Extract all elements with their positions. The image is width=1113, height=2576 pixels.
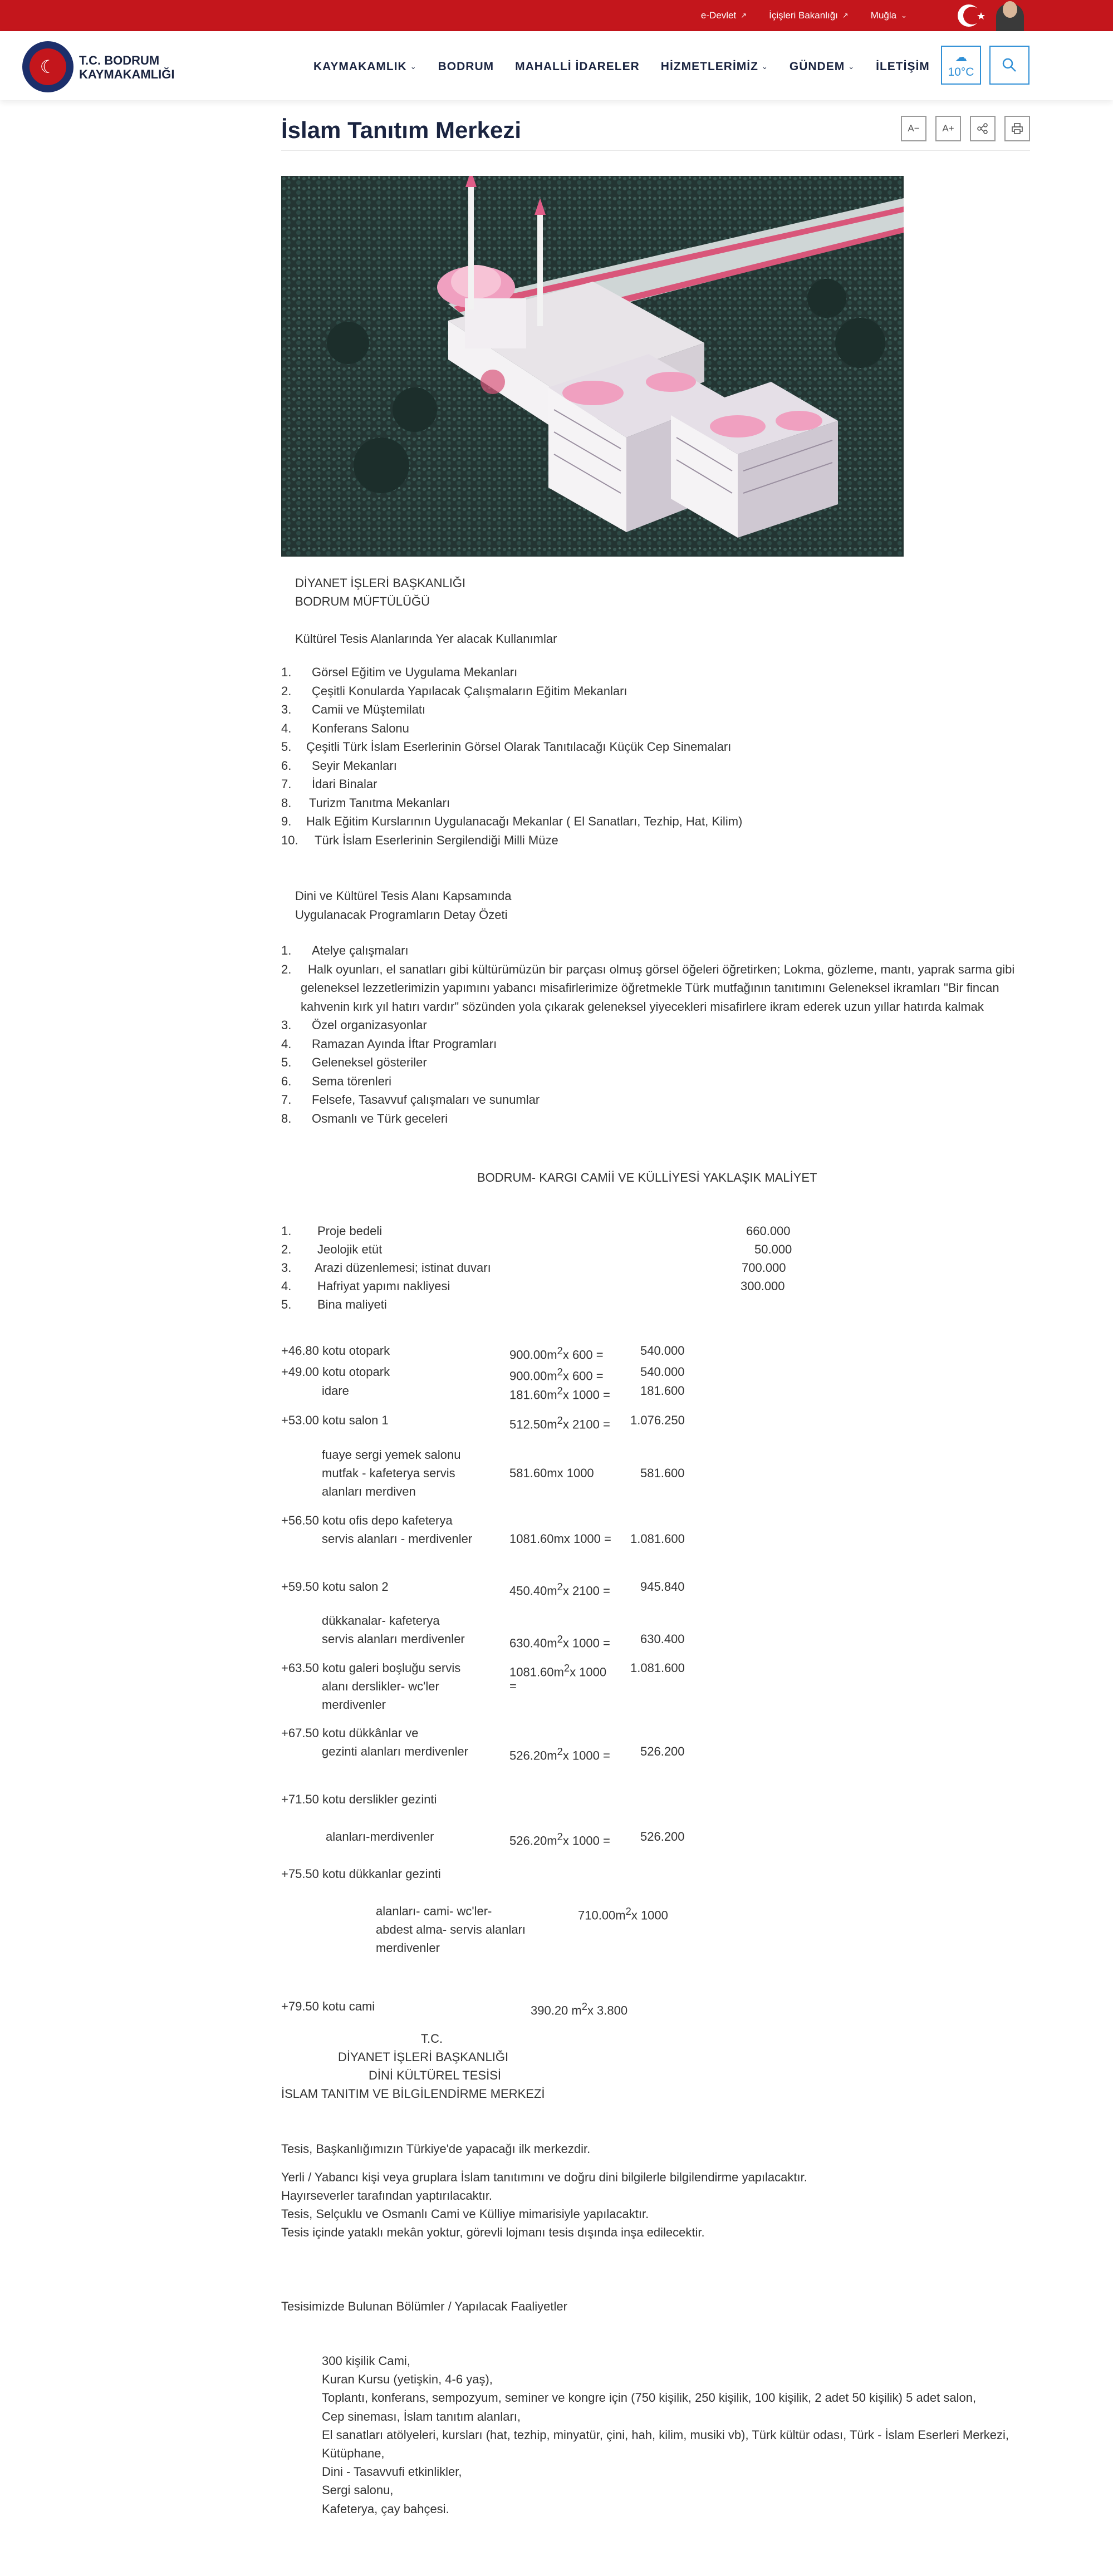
brand-line-1: T.C. BODRUM [79,53,160,67]
page-tools [901,116,1030,141]
level-label: alanları-merdivenler [326,1830,434,1843]
level-label: merdivenler [322,1698,386,1712]
intro-line-2: BODRUM MÜFTÜLÜĞÜ [295,594,430,608]
rate-value: x 600 = [562,1369,604,1383]
item-number: 7. [281,1093,292,1107]
item-text: Çeşitli Türk İslam Eserlerinin Görsel Olarak Tanıtılacağı Küçük Cep Sinemaları [306,740,732,754]
section-heading: T.C. [421,2032,443,2046]
item-text: Görsel Eğitim ve Uygulama Mekanları [312,665,518,679]
area-value: 181.60m [509,1388,557,1402]
level-label: +71.50 kotu derslikler gezinti [281,1792,437,1806]
superscript: 2 [625,1905,631,1917]
level-area [509,1659,606,1681]
section-heading: DİNİ KÜLTÜREL TESİSİ [369,2068,501,2082]
level-label: mutfak - kafeterya servis [322,1466,455,1480]
rate-value: x 1000 = [562,1388,610,1402]
level-label: +46.80 kotu otopark [281,1344,390,1358]
item-number: 6. [281,1074,292,1088]
cost-label: Arazi düzenlemesi; istinat duvarı [315,1261,491,1275]
item-number: 9. [281,814,292,828]
area-value: 526.20m [509,1833,557,1848]
page-title: İslam Tanıtım Merkezi [281,117,522,143]
site-brand[interactable] [79,53,175,81]
nav-item-iletisim[interactable] [876,60,930,73]
cost-value: 50.000 [754,1242,792,1256]
item-text: Felsefe, Tasavvuf çalışmaları ve sunumlar [312,1093,540,1107]
main-nav [313,60,930,73]
title-divider [281,150,1030,151]
level-area [509,1341,604,1364]
level-total: 1.081.600 [630,1532,685,1546]
cost-title: BODRUM- KARGI CAMİİ VE KÜLLİYESİ YAKLAŞIK MALİYET [477,1171,817,1184]
item-text: Seyir Mekanları [312,758,397,773]
level-total: 630.400 [640,1632,685,1646]
paragraph: Tesis, Başkanlığımızın Türkiye'de yapacağı ilk merkezdir. [281,2142,591,2156]
level-total: 1.081.600 [630,1661,685,1675]
level-total: 581.600 [640,1466,685,1480]
section-heading: İSLAM TANITIM VE BİLGİLENDİRME MERKEZİ [281,2087,545,2101]
nav-label: MAHALLİ İDARELER [515,60,640,73]
external-link-icon: ↗ [741,11,747,19]
list-item [281,1035,1030,1054]
item-number: 5. [281,1297,292,1311]
superscript: 2 [557,1581,563,1592]
level-label: +79.50 kotu cami [281,1999,375,2013]
level-label: +63.50 kotu galeri boşluğu servis [281,1661,461,1675]
level-label: dükkanalar- kafeterya [322,1614,440,1628]
level-total: 526.200 [640,1744,685,1758]
item-number: 4. [281,721,292,735]
cost-value: 700.000 [742,1261,786,1275]
nav-label: GÜNDEM [789,60,845,73]
facilities-list [322,2352,1030,2518]
level-area: 1081.60mx 1000 = [509,1532,611,1546]
rate-value: x 2100 = [562,1417,610,1432]
rate-value: x 1000 = [562,1833,610,1848]
list-item [281,663,742,682]
cost-label: Bina maliyeti [317,1297,387,1311]
level-area [509,1577,610,1600]
item-number: 3. [281,1018,292,1032]
item-text: Konferans Salonu [312,721,409,735]
turkish-flag-icon [947,0,991,31]
level-area [509,1630,610,1652]
level-label: servis alanları - merdivenler [322,1532,473,1546]
list-item [281,682,742,701]
cost-row [281,1295,1030,1314]
chevron-down-icon: ⌄ [410,62,417,71]
item-number: 1. [281,665,292,679]
crescent-star-icon: ☾ [30,48,66,85]
item-text: Türk İslam Eserlerinin Sergilendiği Milli Müze [315,833,558,847]
item-number: 5. [281,740,292,754]
font-increase-button[interactable]: A+ [935,116,961,141]
uses-list [281,663,742,849]
list-item [281,738,742,756]
list-item [281,960,1030,1016]
level-label: +56.50 kotu ofis depo kafeterya [281,1513,453,1527]
superscript: 2 [557,1746,563,1757]
mugla-label: Muğla [870,10,897,21]
item-number: 2. [281,684,292,698]
edevlet-link[interactable] [701,10,747,21]
list-item: Kuran Kursu (yetişkin, 4-6 yaş), [322,2372,493,2387]
list-item [281,812,742,831]
rate-value: x 3.800 [587,2003,628,2018]
rate-value: x 600 = [562,1348,604,1362]
cost-label: Hafriyat yapımı nakliyesi [317,1279,450,1293]
item-number: 5. [281,1055,292,1069]
kaymakamlik-logo[interactable] [22,41,73,92]
superscript: 2 [557,1366,563,1378]
list-item: Kütüphane, [322,2446,385,2461]
item-number: 1. [281,943,292,957]
item-number: 7. [281,777,292,791]
list-item [281,719,742,738]
superscript: 2 [557,1345,563,1356]
level-total: 540.000 [640,1344,685,1358]
chevron-down-icon: ⌄ [901,11,907,19]
item-text: Sema törenleri [312,1074,392,1088]
list-item [281,756,742,775]
item-number: 4. [281,1279,292,1293]
item-text: Halk oyunları, el sanatları gibi kültürümüzün bir parçası olmuş görsel öğeleri öğretirken; Lokma, gözleme, mantı, yaprak sarma gibi geleneksel lezzetlerimizin yapımını yabancı misafirlerimize öğretmekle Türk mutfağının tanıtımını Geleneksel ikramları "Bir fincan kahvenin kırk yıl hatırı vardır" sözünden yola çıkarak geleneksel yiyecekleri misafirlere ikram ederek uzun yıllar hatırda kalmak [301,962,1015,1014]
item-number: 1. [281,1224,292,1238]
superscript: 2 [563,1662,570,1674]
item-number: 6. [281,758,292,773]
programs-heading-1: Dini ve Kültürel Tesis Alanı Kapsamında [295,889,512,903]
search-button[interactable] [989,46,1029,85]
item-text: Turizm Tanıtma Mekanları [309,795,450,810]
cost-value: 300.000 [741,1279,785,1293]
superscript: 2 [557,1414,563,1426]
facilities-heading: Tesisimizde Bulunan Bölümler / Yapılacak Faaliyetler [281,2299,567,2313]
item-text: Osmanlı ve Türk geceleri [312,1111,448,1125]
cost-row [281,1277,1030,1295]
item-number: 10. [281,833,298,847]
list-item [281,1053,1030,1072]
font-decrease-button[interactable]: A− [901,116,926,141]
item-number: 4. [281,1036,292,1051]
item-text: Geleneksel gösteriler [312,1055,427,1069]
level-label: alanları merdiven [322,1484,416,1498]
level-eq: = [509,1679,517,1693]
share-icon [977,122,989,135]
level-area [531,1997,627,2019]
superscript: 2 [557,1633,563,1645]
portrait-face [1003,1,1017,18]
top-links [701,0,907,31]
level-total: 1.076.250 [630,1413,685,1427]
level-area [509,1827,610,1850]
item-text: Çeşitli Konularda Yapılacak Çalışmaların Eğitim Mekanları [312,684,627,698]
level-label: alanları- cami- wc'ler- [376,1904,492,1918]
chevron-down-icon: ⌄ [848,62,855,71]
list-item: El sanatları atölyeleri, kursları (hat, tezhip, minyatür, çini, hah, kilim, musiki vb), Türk kültür odası, Türk - İslam Eserleri Merkezi, [322,2427,1009,2442]
paragraph: Tesis, Selçuklu ve Osmanlı Cami ve Külliye mimarisiyle yapılacaktır. [281,2207,649,2221]
site-header [0,31,1113,100]
area-value: 526.20m [509,1748,557,1763]
area-value: 630.40m [509,1636,557,1650]
uses-heading: Kültürel Tesis Alanlarında Yer alacak Kullanımlar [295,632,557,646]
level-total: 181.600 [640,1384,685,1398]
list-item: Cep sineması, İslam tanıtım alanları, [322,2409,521,2423]
nav-item-gundem[interactable] [790,60,855,73]
superscript: 2 [557,1831,563,1842]
nav-item-kaymakamlik[interactable] [313,60,417,73]
level-area [509,1411,610,1433]
nav-item-mahalli-idareler[interactable] [515,60,640,73]
chevron-down-icon: ⌄ [761,62,768,71]
item-text: İdari Binalar [312,777,377,791]
edevlet-label: e-Devlet [700,10,737,21]
area-value: 710.00m [578,1908,626,1923]
rate-value: x 2100 = [562,1584,610,1598]
icisleri-link[interactable] [769,10,849,21]
list-item [281,941,1030,960]
cost-row [281,1222,1030,1240]
level-label: +75.50 kotu dükkanlar gezinti [281,1867,441,1881]
level-label: +67.50 kotu dükkânlar ve [281,1726,419,1740]
paragraph: Yerli / Yabancı kişi veya gruplara İslam tanıtımını ve doğru dini bilgilerle bilgilendirme yapılacaktır. [281,2170,807,2184]
item-text: Camii ve Müştemilatı [312,702,426,716]
paragraph: Tesis içinde yataklı mekân yoktur, görevli lojmanı tesis dışında inşa edilecektir. [281,2225,705,2239]
level-label: gezinti alanları merdivenler [322,1744,468,1758]
nav-label: BODRUM [438,60,494,73]
nav-item-bodrum[interactable] [438,60,494,73]
level-label: fuaye sergi yemek salonu [322,1448,461,1462]
rate-value: x 1000 [570,1665,607,1679]
item-number: 8. [281,795,292,810]
level-total: 945.840 [640,1580,685,1594]
area-value: 900.00m [509,1369,557,1383]
item-number: 3. [281,702,292,716]
list-item [281,775,742,794]
level-label: +59.50 kotu salon 2 [281,1580,389,1594]
paragraph: Hayırseverler tarafından yaptırılacaktır. [281,2189,493,2203]
item-number: 3. [281,1261,292,1275]
level-total: 540.000 [640,1365,685,1379]
cost-label: Jeolojik etüt [317,1242,383,1256]
share-button[interactable] [970,116,996,141]
level-label: servis alanları merdivenler [322,1632,465,1646]
cost-label: Proje bedeli [317,1224,383,1238]
top-bar [0,0,1113,31]
level-label: idare [322,1384,349,1398]
icisleri-label: İçişleri Bakanlığı [769,10,838,21]
mugla-dropdown[interactable] [871,10,907,21]
programs-heading-2: Uygulanacak Programların Detay Özeti [295,908,508,922]
search-icon [1001,57,1018,73]
list-item: Dini - Tasavvufi etkinlikler, [322,2465,462,2479]
print-button[interactable] [1004,116,1030,141]
list-item [281,1016,1030,1035]
rate-value: x 1000 = [562,1748,610,1763]
list-item: Toplantı, konferans, sempozyum, seminer ve kongre için (750 kişilik, 250 kişilik, 100 kişilik, 2 adet 50 kişilik) 5 adet salon, [322,2391,977,2405]
nav-label: İLETİŞİM [876,60,930,73]
list-item: Sergi salonu, [322,2483,394,2498]
level-area: 581.60mx 1000 [509,1466,594,1480]
list-item [281,1072,1030,1091]
list-item: 300 kişilik Cami, [322,2354,410,2368]
level-area [509,1382,610,1404]
level-label: +53.00 kotu salon 1 [281,1413,389,1427]
superscript: 2 [581,2000,587,2012]
weather-widget[interactable] [941,46,981,85]
area-value: 900.00m [509,1348,557,1362]
nav-item-hizmetlerimiz[interactable] [661,60,768,73]
level-total: 526.200 [640,1830,685,1843]
rate-value: x 1000 [631,1908,668,1923]
level-label: merdivenler [376,1941,440,1955]
level-label: abdest alma- servis alanları [376,1923,526,1936]
nav-label: HİZMETLERİMİZ [660,60,758,73]
item-number: 8. [281,1111,292,1125]
nav-label: KAYMAKAMLIK [313,60,407,73]
level-label: +49.00 kotu otopark [281,1365,390,1379]
cost-value: 660.000 [746,1224,791,1238]
list-item [281,831,742,850]
list-item [281,700,742,719]
area-value: 390.20 m [531,2003,582,2018]
area-value: 512.50m [509,1417,557,1432]
list-item [281,794,742,813]
level-area [578,1902,668,1924]
item-number: 2. [281,1242,292,1256]
brand-line-2: KAYMAKAMLIĞI [79,67,175,81]
cloud-rain-icon: ☁ [955,50,967,64]
item-text: Atelye çalışmaları [312,943,409,957]
external-link-icon: ↗ [842,11,849,19]
complex-render-image [281,176,904,557]
cost-row [281,1258,1030,1277]
superscript: 2 [557,1385,563,1397]
section-heading: DİYANET İŞLERİ BAŞKANLIĞI [338,2050,509,2064]
rate-value: x 1000 = [562,1636,610,1650]
item-text: Ramazan Ayında İftar Programları [312,1036,497,1051]
list-item [281,1090,1030,1109]
level-label: alanı derslikler- wc'ler [322,1679,439,1693]
print-icon [1011,122,1023,135]
cost-list [281,1222,1030,1314]
programs-list [281,941,1030,1128]
list-item: Kafeterya, çay bahçesi. [322,2501,449,2516]
list-item [281,1109,1030,1128]
area-value: 450.40m [509,1584,557,1598]
item-text: Halk Eğitim Kurslarının Uygulanacağı Mekanlar ( El Sanatları, Tezhip, Hat, Kilim) [306,814,743,828]
cost-row [281,1240,1030,1258]
intro-line-1: DİYANET İŞLERİ BAŞKANLIĞI [295,576,466,590]
weather-temp: 10°C [948,66,974,78]
item-text: Özel organizasyonlar [312,1018,427,1032]
item-number: 2. [281,962,292,976]
level-area [509,1742,610,1764]
area-value: 1081.60m [509,1665,564,1679]
